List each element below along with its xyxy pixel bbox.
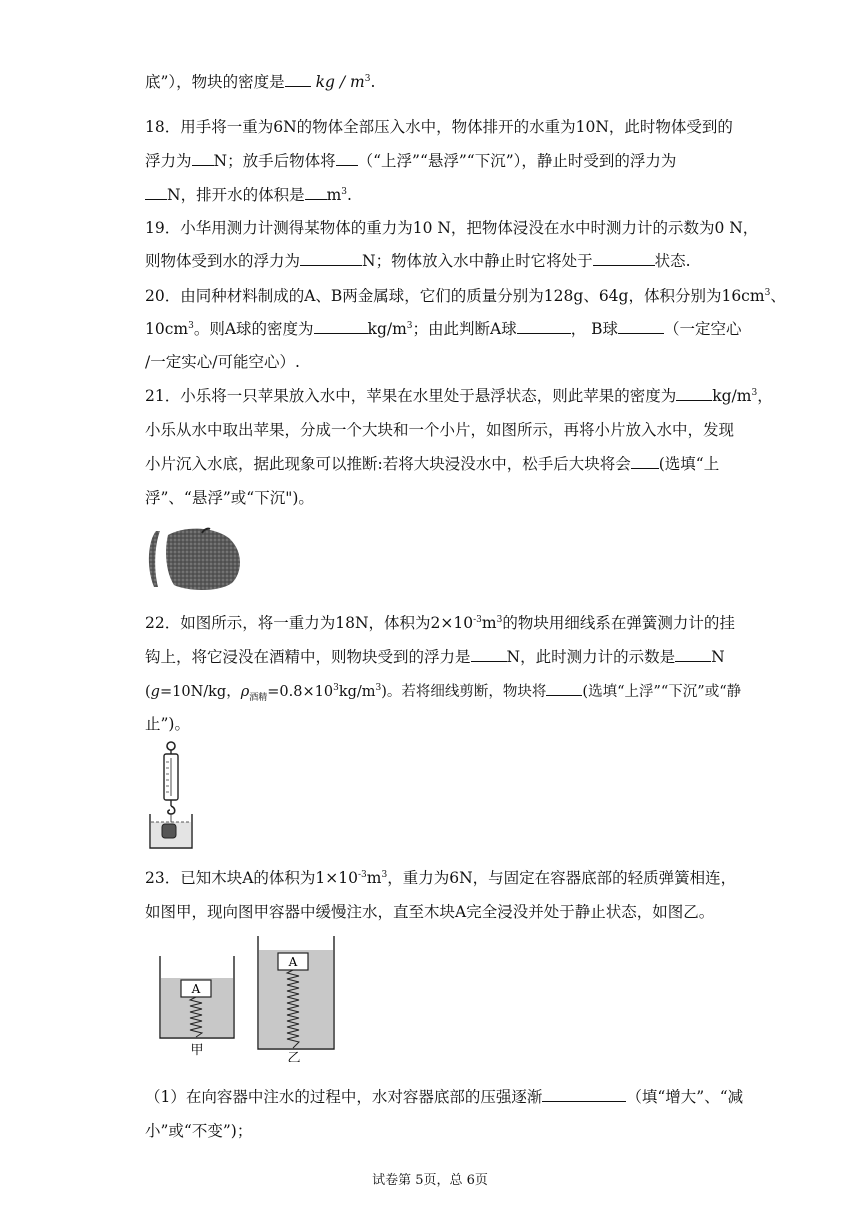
spring-scale-figure <box>146 740 196 852</box>
answer-blank[interactable] <box>300 251 362 266</box>
answer-blank[interactable] <box>676 386 712 401</box>
q20-line2: $10cm^3$。则A球的密度为 $kg/m^3$；由此判断A球 ， B球 （一定空心 <box>145 320 742 338</box>
answer-blank[interactable] <box>145 185 167 200</box>
q19-line1: 19．小华用测力计测得某物体的重力为10 N，把物体浸没在水中时测力计的示数为0 N， <box>145 219 759 237</box>
q23-line1: 23．已知木块A的体积为$1\times 10^{-3}m^3$，重力为6N，与固定在容器底部的轻质弹簧相连， <box>145 869 737 887</box>
q23-sub1-line2: 小”或“不变”)； <box>145 1122 253 1140</box>
q17-line: 底”），物块的密度是 kg / $m^3$. <box>145 73 376 91</box>
q20-line3: /一定实心/可能空心）. <box>145 353 300 371</box>
apple-figure <box>146 527 246 591</box>
answer-blank[interactable] <box>631 454 659 469</box>
q23-line2: 如图甲，现向图甲容器中缓慢注水，直至木块A完全浸没并处于静止状态，如图乙。 <box>145 903 715 921</box>
answer-blank[interactable] <box>285 72 311 87</box>
q22-line1: 22．如图所示，将一重力为18N，体积为$2\times 10^{-3}m^3$的物块用细线系在弹簧测力计的挂 <box>145 614 735 632</box>
answer-blank[interactable] <box>618 319 664 334</box>
q18-line1: 18．用手将一重为6N的物体全部压入水中，物体排开的水重为10N，此时物体受到的 <box>145 118 733 136</box>
answer-blank[interactable] <box>546 681 582 696</box>
answer-blank[interactable] <box>192 151 214 166</box>
container-figures <box>150 932 350 1062</box>
svg-text:甲: 甲 <box>190 1043 204 1058</box>
q18-line3: N，排开水的体积是 $m^3$. <box>145 185 352 205</box>
q22-line3: (g=10N/kg，$\rho_{酒精}=0.8\times 10^3kg/m^3$)。若将细线剪断，物块将 (选填“上浮”“下沉”或“静 <box>145 681 741 702</box>
q22-line4: 止”)。 <box>145 715 190 733</box>
q22-line2: 钩上，将它浸没在酒精中，则物块受到的浮力是 N，此时测力计的示数是 N <box>145 648 725 666</box>
q21-line1: 21．小乐将一只苹果放入水中，苹果在水里处于悬浮状态，则此苹果的密度为 $kg/m^3$， <box>145 387 773 405</box>
page-footer: 试卷第 5页，总 6页 <box>372 1173 488 1188</box>
answer-blank[interactable] <box>675 647 711 662</box>
q21-line3: 小片沉入水底，据此现象可以推断:若将大块浸没水中，松手后大块将会 (选填“上 <box>145 455 720 473</box>
q23-sub1-line1: （1）在向容器中注水的过程中，水对容器底部的压强逐渐 （填“增大”、“减 <box>145 1088 744 1106</box>
q20-line1: 20．由同种材料制成的A、B两金属球，它们的质量分别为128g、64g，体积分别为$16cm^3$、 <box>145 287 786 305</box>
q19-line2: 则物体受到水的浮力为 N；物体放入水中静止时它将处于 状态. <box>145 252 691 270</box>
q18-line2: 浮力为 N；放手后物体将 （“上浮”“悬浮”“下沉”），静止时受到的浮力为 <box>145 152 677 170</box>
apple-small-slice-icon <box>149 531 160 587</box>
svg-text:乙: 乙 <box>287 1051 301 1062</box>
q21-line4: 浮”、“悬浮”或“下沉")。 <box>145 489 314 507</box>
svg-text:A: A <box>288 955 298 969</box>
answer-blank[interactable] <box>305 185 327 200</box>
container-jia <box>160 956 234 1058</box>
container-yi <box>258 936 334 1062</box>
answer-blank[interactable] <box>336 151 358 166</box>
answer-blank[interactable] <box>471 647 507 662</box>
answer-blank[interactable] <box>517 319 571 334</box>
answer-blank[interactable] <box>542 1087 626 1102</box>
q21-line2: 小乐从水中取出苹果，分成一个大块和一个小片，如图所示，再将小片放入水中，发现 <box>145 421 735 439</box>
svg-text:A: A <box>191 982 201 996</box>
apple-large-piece-icon <box>166 529 240 590</box>
answer-blank[interactable] <box>314 319 368 334</box>
answer-blank[interactable] <box>593 251 655 266</box>
